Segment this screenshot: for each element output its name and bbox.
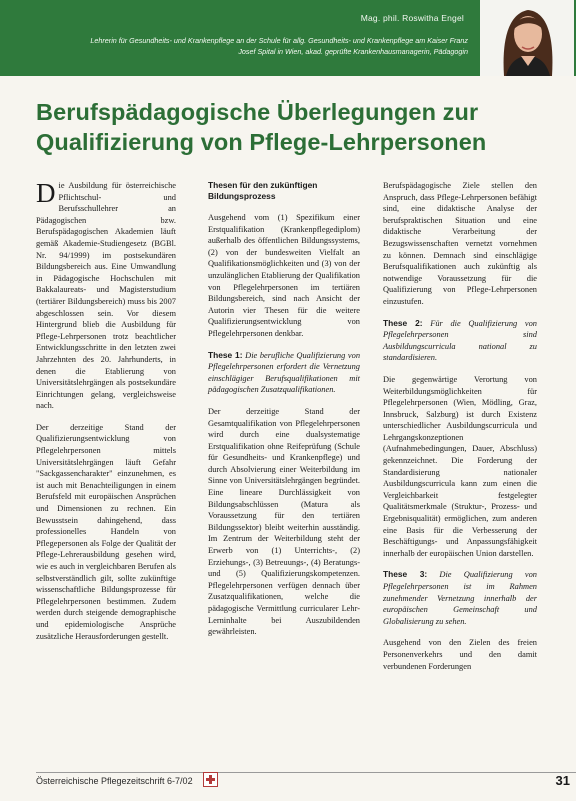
thesis-label: These 3: xyxy=(383,569,428,580)
thesis-2 xyxy=(383,318,537,364)
footer-divider xyxy=(36,772,576,773)
thesis-text: Die Qualifizierung von Pflegelehrpersonen ist im Rahmen zunehmender Vernetzung innerhalb der europäischen Gemeinschaft und Globalisierung zu sehen. xyxy=(383,570,537,626)
column-1 xyxy=(36,180,176,652)
author-name: Mag. phil. Roswitha Engel xyxy=(360,13,464,23)
article-title: Berufspädagogische Überlegungen zur Qualifizierung von Pflege-Lehrpersonen xyxy=(36,99,487,155)
header-band xyxy=(0,0,576,76)
author-description: Lehrerin für Gesundheits- und Krankenpflege an der Schule für allg. Gesundheits- und Krankenpflege am Kaiser Franz Josef Spital in Wien, akad. geprüfte Krankenhausmanagerin, Pädagogin xyxy=(90,36,468,56)
author-portrait xyxy=(480,0,574,76)
paragraph: Berufspädagogische Ziele stellen den Anspruch, dass Pflege-Lehrpersonen befähigt sind, eine didaktische Analyse der berufspraktischen Situation und eine didaktische Verarbeitung der Bezugswissenschaften vernetzt vornehmen zu können. Demnach sind einschlägige Berufsqualifikationen auch zukünftig als notwendige Voraussetzung für die Qualifizierung von Pflege-Lehrpersonen einzustufen. xyxy=(383,181,537,306)
thesis-1 xyxy=(208,350,360,396)
intro-paragraph xyxy=(36,180,176,412)
thesis-text: Die berufliche Qualifizierung von Pflegelehrpersonen erfordert die Vernetzung einschlägiger Berufsqualifikationen mit pädagogischen Zusatzqualifikationen. xyxy=(208,350,361,395)
paragraph: Der derzeitige Stand der Gesamtqualifikation von Pflegelehrpersonen wird durch eine dualsystematige Erstqualifikation ohne Reifeprüfung (Schule für Gesundheits- und Krankenpflege) und durch Absolvierung einer Weiterbildung im Sinne von Universitätslehrgängen begründet. Eine lineare Durchlässigkeit von Bildungsabschlüssen (Matura als Voraussetzung für den tertiären Bildungssektor) bleibt weiterhin ausständig. Im Zentrum der Weiterbildung steht der Erwerb von (1) Unterrichts-, (2) Erziehungs-, (3) Betreuungs-, (4) Beratungs- und (5) Qualifizierungskompetenzen. Pflegelehrpersonen verfügen dennach über Zusatzqualifikationen, welche die pädagogische Vermittlung curricularer Lehr-Lerninhalte bei Auszubildenden gewährleisten. xyxy=(208,406,360,637)
column-2 xyxy=(208,180,360,648)
paragraph: Ausgehend vom (1) Spezifikum einer Erstqualifikation (Krankenpflegediplom) außerhalb des öffentlichen Bildungssystems, (2) von der bundesweiten Vielfalt an Qualifikationsmöglichkeiten und (3) von der unzulänglichen Etablierung der Qualifikation von Pflegelehrpersonen im tertiären Bildungsbereich, sind nach Ansicht der Autorin vier Thesen für die weitere Qualifizierungsentwicklung von Pflegelehrpersonen denkbar. xyxy=(208,213,360,338)
paragraph: Der derzeitige Stand der Qualifizierungsentwicklung von Pflegelehrpersonen mittels Universitätslehrgängen läuft Gefahr "Sackgassencharakter" einzunehmen, es ist auch mit Benachteiligungen in einem Berufsfeld mit europäischen Ansprüchen und Dimensionen zu rechnen. Ein Bewusstsein dahingehend, dass professionelles Handeln von Pflegepersonen als Folge der Qualität der Pflege-Lehrerausbildung gesehen wird, wie es auch in vergleichbaren Berufen als selbstverständlich gilt, sollte zukünftige wissenschaftliche Bildungsprozesse für Pflegelehrpersonen bestimmen. Zudem werden durch steigende demographische und epidemiologische Ansprüche zusätzliche Herausforderungen gestellt. xyxy=(36,422,176,641)
thesis-3 xyxy=(383,569,537,627)
thesis-text: Für die Qualifizierung von Pflegelehrpersonen sind Ausbildungscurricula national zu standardisieren. xyxy=(383,318,537,363)
section-heading: Thesen für den zukünftigen Bildungsprozess xyxy=(208,180,318,201)
portrait-photo xyxy=(480,0,574,76)
paragraph: Die gegenwärtige Verortung von Weiterbildungsmöglichkeiten für Pflegelehrpersonen (Wien, Mödling, Graz, Innsbruck, Salzburg) ist durch Existenz unterschiedlicher Ausbildungscurricula und Lehrgangskonzeptionen (Aufnahmebedingungen, Dauer, Abschluss) gekennzeichnet. Die Forderung der Standardisierung nationaler Ausbildungscurricula kann zum einen die Vergleichbarkeit festgelegter Qualitätsmerkmale (Struktur-, Prozess- und Ergebnisqualität) ermöglichen, zum anderen eine Basis für die Verbesserung der Beschäftigungs- und Anpassungsfähigkeit innerhalb der europäischen Union darstellen. xyxy=(383,374,537,558)
drop-cap: D xyxy=(36,178,56,208)
page-number: 31 xyxy=(555,773,570,788)
journal-name: Österreichische Pflegezeitschrift 6-7/02 xyxy=(36,776,193,786)
thesis-label: These 1: xyxy=(208,349,243,360)
intro-text: ie Ausbildung für österreichische Pflichtschul- und Berufsschullehrer an Pädagogischen bzw. Berufspädagogischen Akademien läuft gemäß Akademie-Studiengesetz (BGBl. Nr. 94/1999) im postsekundären Bildungsbereich aus. Eine Umwandlung in Pädagogische Hochschulen mit Bakkalaureats- und Magisterstudium (tertiärer Bildungsbereich) muss bis 2007 abgeschlossen sein. Vor diesem Hintergrund blieb die Ausbildung für Pflege-Lehrpersonen trotz beachtlicher Entwicklungsschritte in den letzten zwei Jahrzehnten des 20. Jahrhunderts, in denen die Etablierung von Universitätslehrgängen als postsekundäre Einrichtungen gelang, vergleichsweise nach. xyxy=(36,181,176,411)
paragraph: Ausgehend von den Zielen des freien Personenverkehrs und den damit verbundenen Forderungen xyxy=(383,638,537,671)
journal-logo-icon xyxy=(203,772,218,787)
column-3 xyxy=(383,180,537,682)
thesis-label: These 2: xyxy=(383,317,423,328)
